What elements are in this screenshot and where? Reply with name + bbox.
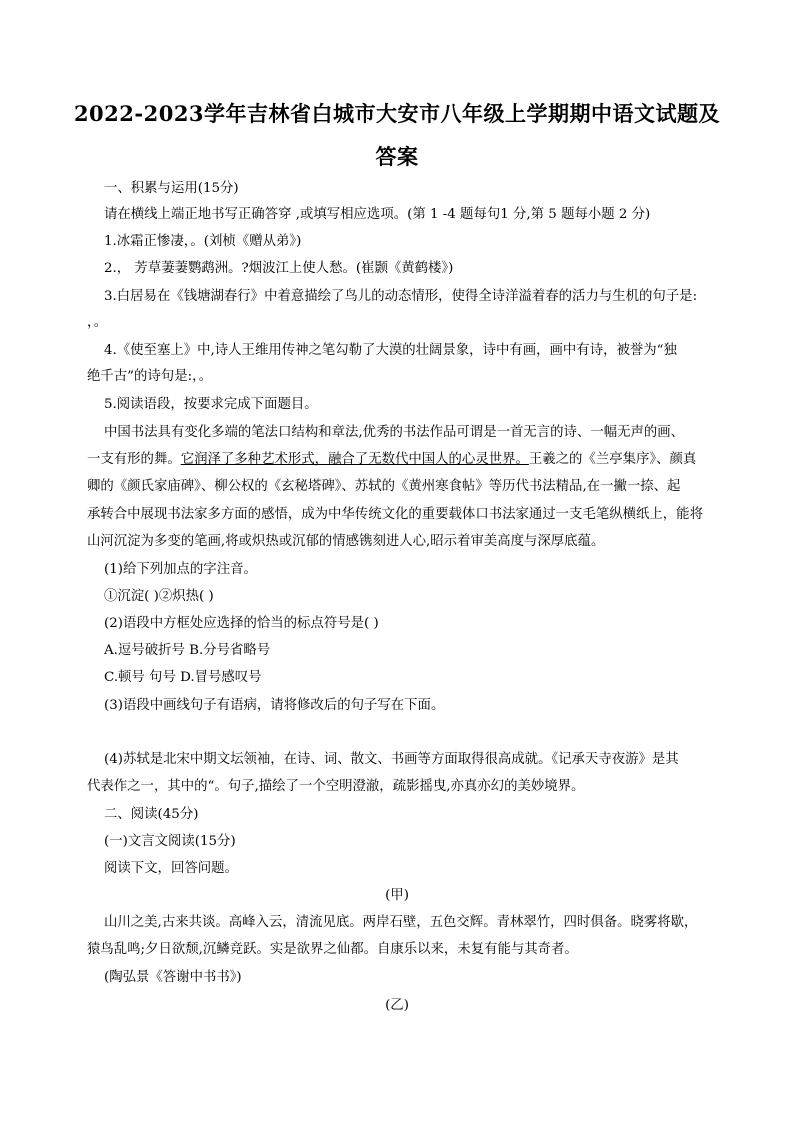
classical-passage-line: 猿鸟乱鸣;夕日欲颓,沉鳞竞跃。实是欲界之仙都。自康乐以来，未复有能与其奇者。 xyxy=(87,942,578,957)
section-heading: 二、阅读(45分) xyxy=(104,807,199,822)
passage-source: (陶弘景《答谢中书书》) xyxy=(104,970,242,985)
question-4: 4.《使至塞上》中,诗人王维用传神之笔勾勒了大漠的壮阔景象，诗中有画，画中有诗，被誉为“独 xyxy=(104,343,677,358)
question-3: 3.白居易在《钱塘湖春行》中着意描绘了鸟儿的动态情形，使得全诗洋溢着春的活力与生机的句子是: xyxy=(104,289,698,304)
passage-line: 山河沉淀为多变的笔画,将或炽热或沉郁的情感镌刻进人心,昭示着审美高度与深厚底蕴。 xyxy=(87,534,605,549)
passage-line: 卿的《颜氏家庙碑》、柳公权的《玄秘塔碑》、苏轼的《黄州寒食帖》等历代书法精品,在一撇一捺、起 xyxy=(87,479,681,494)
passage-line: 中国书法具有变化多端的笔法口结构和章法,优秀的书法作品可谓是一首无言的诗、一幅无声的画、 xyxy=(104,425,685,440)
passage-label: (甲) xyxy=(385,888,409,903)
subquestion-4: (4)苏轼是北宋中期文坛领袖，在诗、词、散文、书画等方面取得很高成就。《记承天寺夜游》是其 xyxy=(104,752,679,767)
option-line: A.逗号破折号 B.分号省略号 xyxy=(104,643,271,658)
underlined-sentence: 它润泽了多种艺术形式，融合了无数代中国人的心灵世界。 xyxy=(180,452,529,467)
question-3-cont: ，。 xyxy=(87,315,108,330)
subsection-heading: (一)文言文阅读(15分) xyxy=(104,834,236,849)
subquestion-4-cont: 代表作之一，其中的“。句子,描绘了一个空明澄澈，疏影摇曳,亦真亦幻的美妙境界。 xyxy=(87,779,585,794)
document-title-line-2: 答案 xyxy=(375,144,419,169)
reading-instruction: 阅读下文，回答问题。 xyxy=(104,861,238,876)
question-4-cont: 绝千古”的诗句是:，。 xyxy=(87,369,213,384)
classical-passage-line: 山川之美,古来共谈。高峰入云，清流见底。两岸石壁，五色交辉。青林翠竹，四时俱备。晓雾将歇， xyxy=(104,915,698,930)
passage-line: 一支有形的舞。它润泽了多种艺术形式，融合了无数代中国人的心灵世界。王羲之的《兰亭集序》、颜真 xyxy=(87,452,697,467)
section-heading: 一、积累与运用(15分) xyxy=(104,181,239,196)
subquestion-1: (1)给下列加点的字注音。 xyxy=(104,562,257,577)
question-5: 5.阅读语段，按要求完成下面题目。 xyxy=(104,397,318,412)
question-2: 2.， 芳草萋萋鹦鹉洲。?烟波江上使人愁。(崔颢《黄鹤楼》) xyxy=(104,261,454,276)
passage-label: (乙) xyxy=(385,998,409,1013)
subquestion-1-items: ①沉淀( )②炽热( ) xyxy=(104,589,214,604)
subquestion-3: (3)语段中画线句子有语病，请将修改后的句子写在下面。 xyxy=(104,698,445,713)
passage-line: 承转合中展现书法家多方面的感悟，成为中华传统文化的重要载体口书法家通过一支毛笔纵横纸上，能将 xyxy=(87,507,703,522)
document-title-line-1: 2022-2023学年吉林省白城市大安市八年级上学期期中语文试题及 xyxy=(73,101,721,126)
instruction-text: 请在横线上端正地书写正确答穿 ,或填写相应选项。(第 1 -4 题每句1 分,第 5 题每小题 2 分) xyxy=(104,207,651,222)
question-1: 1.冰霜正惨凄，。(刘桢《赠从弟》) xyxy=(104,234,302,249)
option-line: C.顿号 句号 D.冒号感叹号 xyxy=(104,670,262,685)
subquestion-2: (2)语段中方框处应选择的恰当的标点符号是( ) xyxy=(104,616,379,631)
